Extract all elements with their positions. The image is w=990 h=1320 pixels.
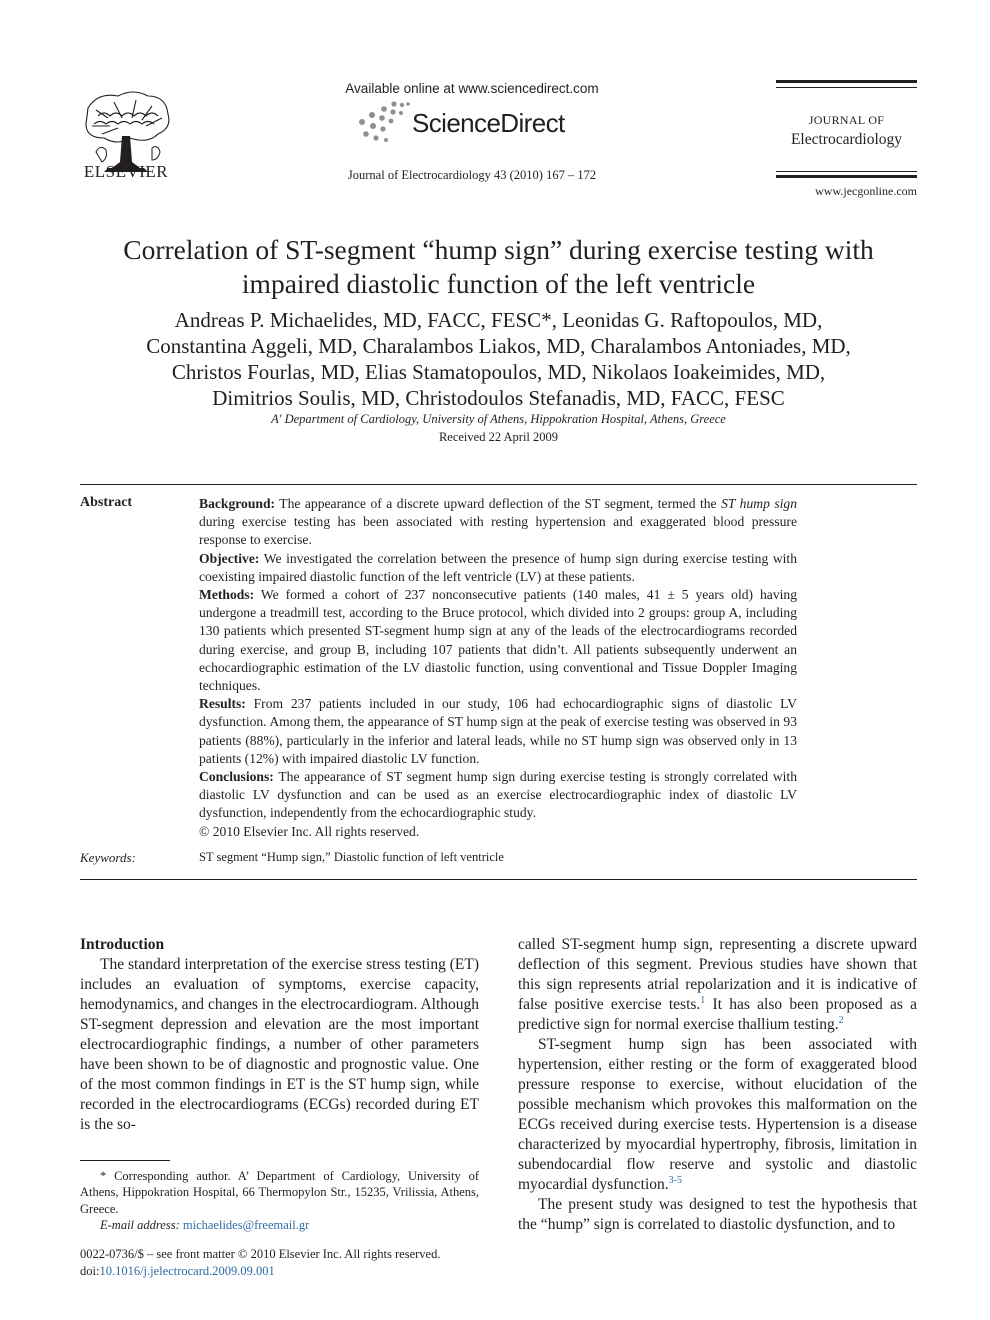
body-text: called ST-segment hump sign, representing a discrete upward deflection of this segment. Previous studies have shown that this sign represents atrial repolarization and it is indicative of false positive exercise tests. [518, 936, 917, 1013]
body-paragraph [518, 935, 917, 1035]
body-text: ST-segment hump sign has been associated with hypertension, either resting or the form of exaggerated blood pressure response to exercise, without elucidation of the possible mechanism which provokes this malformation on the ECGs received during exercise tests. Hypertension is a disease characterized by myocardial hypertrophy, fibrosis, limitation in subendocardial flow reserve and systolic and diastolic myocardial dysfunction. [518, 1036, 917, 1193]
section-label: Results: [199, 696, 246, 712]
author-line: Constantina Aggeli, MD, Charalambos Liakos, MD, Charalambos Antoniades, MD, [146, 334, 851, 358]
affiliation: A' Department of Cardiology, University of Athens, Hippokration Hospital, Athens, Greece [271, 412, 726, 426]
keywords-label: Keywords: [80, 850, 136, 865]
abstract-emphasis: ST hump sign [721, 496, 798, 511]
body-paragraph: The standard interpretation of the exercise stress testing (ET) includes an evaluation of symptoms, exercise capacity, hemodynamics, and changes in the electrocardiogram. Although ST-segment depression and elevation are the most important electrocardiographic findings, a number of other parameters have been shown to be of diagnostic and prognostic value. One of the most common findings in ET is the ST hump sign, while recorded in the electrocardiograms (ECGs) recorded during ET is the so- [80, 956, 479, 1133]
body-paragraph [518, 1035, 917, 1195]
abstract-body [199, 495, 797, 841]
author-line: Dimitrios Soulis, MD, Christodoulos Stefanadis, MD, FACC, FESC [212, 386, 785, 410]
abstract-background [199, 495, 797, 550]
abstract-objective [199, 550, 797, 586]
introduction-heading: Introduction [80, 936, 165, 953]
elsevier-wordmark: ELSEVIER [83, 162, 169, 181]
section-label: Objective: [199, 550, 260, 566]
abstract-bottom-rule [80, 879, 917, 880]
left-column [80, 955, 479, 1135]
abstract-text: We formed a cohort of 237 nonconsecutive patients (140 males, 41 ± 5 years old) having undergone a treadmill test, according to the Bruce protocol, which divided into 2 groups: group A, including 130 patients which presented ST-segment hump sign at any of the leads of the electrocardiograms recorded during exercise, and group B, including 107 patients that didn’t. All patients subsequently underwent an echocardiographic estimation of the LV diastolic function, using conventional and Tissue Doppler Imaging techniques. [199, 587, 797, 694]
article-title: Correlation of ST-segment “hump sign” during exercise testing with impaired diastolic function of the left ventricle [123, 234, 874, 299]
abstract-text: during exercise testing has been associated with resting hypertension and exaggerated blood pressure response to exercise. [199, 514, 797, 548]
abstract-conclusions [199, 768, 797, 823]
available-online-text: Available online at www.sciencedirect.com [345, 81, 599, 96]
footnote-rule [80, 1160, 170, 1161]
journal-name: Electrocardiology [790, 131, 903, 148]
body-paragraph: The present study was designed to test the hypothesis that the “hump” sign is correlated to diastolic dysfunction, and to [518, 1196, 917, 1233]
right-column [518, 935, 917, 1235]
abstract-text: The appearance of ST segment hump sign during exercise testing is strongly correlated with diastolic LV dysfunction and can be used as an exercise electrocardiographic index of diastolic LV dysfunction, independently from the echocardiographic study. [199, 769, 797, 821]
reference-link[interactable]: 2 [838, 1014, 844, 1026]
email-link[interactable]: michaelides@freemail.gr [182, 1217, 310, 1232]
email-line [80, 1217, 479, 1233]
sciencedirect-logo [354, 100, 594, 144]
author-line: Andreas P. Michaelides, MD, FACC, FESC*, Leonidas G. Raftopoulos, MD, [174, 308, 823, 332]
author-list [80, 307, 917, 411]
masthead-rule [776, 87, 917, 88]
reference-link[interactable]: 1 [700, 994, 706, 1006]
section-label: Conclusions: [199, 769, 274, 785]
front-matter [80, 1246, 500, 1280]
journal-url-link[interactable]: www.jecgonline.com [815, 184, 917, 198]
abstract-results [199, 695, 797, 768]
abstract-copyright: © 2010 Elsevier Inc. All rights reserved. [199, 823, 420, 839]
journal-of-label: JOURNAL OF [808, 113, 885, 127]
journal-citation: Journal of Electrocardiology 43 (2010) 167 – 172 [347, 168, 597, 182]
corresponding-author-note: * Corresponding author. A’ Department of Cardiology, University of Athens, Hippokration Hospital, 66 Thermopylon Str., 15235, Vrilissia, Athens, Greece. [80, 1169, 479, 1216]
sciencedirect-wordmark: ScienceDirect [412, 108, 565, 138]
issn-line: 0022-0736/$ – see front matter © 2010 Elsevier Inc. All rights reserved. [80, 1247, 441, 1261]
section-label: Background: [199, 496, 276, 511]
doi-link[interactable]: 10.1016/j.jelectrocard.2009.09.001 [99, 1264, 275, 1278]
doi-prefix: doi: [80, 1264, 100, 1278]
email-label: E-mail address: [100, 1217, 180, 1232]
footnote [80, 1168, 479, 1233]
doi-line [80, 1263, 500, 1280]
journal-masthead [776, 80, 917, 180]
abstract-top-rule [80, 484, 917, 485]
keywords-text: ST segment “Hump sign,” Diastolic function of left ventricle [199, 850, 504, 864]
masthead-rule [776, 80, 917, 83]
abstract-text: From 237 patients included in our study, 106 had echocardiographic signs of diastolic LV dysfunction. Among them, the appearance of ST hump sign at the peak of exercise testing was observed in 93 patients (88%), particularly in the inferior and lateral leads, while no ST hump sign was observed only in 13 patients (12%) with impaired diastolic LV function. [199, 696, 797, 766]
author-line: Christos Fourlas, MD, Elias Stamatopoulos, MD, Nikolaos Ioakeimides, MD, [171, 360, 826, 384]
masthead-rule [776, 175, 917, 178]
masthead-rule [776, 171, 917, 172]
received-date: Received 22 April 2009 [438, 430, 559, 444]
abstract-label: Abstract [80, 495, 133, 510]
reference-link[interactable]: 3-5 [668, 1174, 682, 1186]
body-text: It has also been proposed as a predictive sign for normal exercise thallium testing. [518, 996, 917, 1033]
sciencedirect-dots-icon [354, 100, 410, 144]
abstract-text: We investigated the correlation between the presence of hump sign during exercise testing with coexisting impaired diastolic function of the left ventricle (LV) at these patients. [199, 550, 797, 584]
abstract-text: The appearance of a discrete upward deflection of the ST segment, termed the [279, 496, 717, 511]
abstract-methods [199, 586, 797, 695]
section-label: Methods: [199, 587, 255, 603]
